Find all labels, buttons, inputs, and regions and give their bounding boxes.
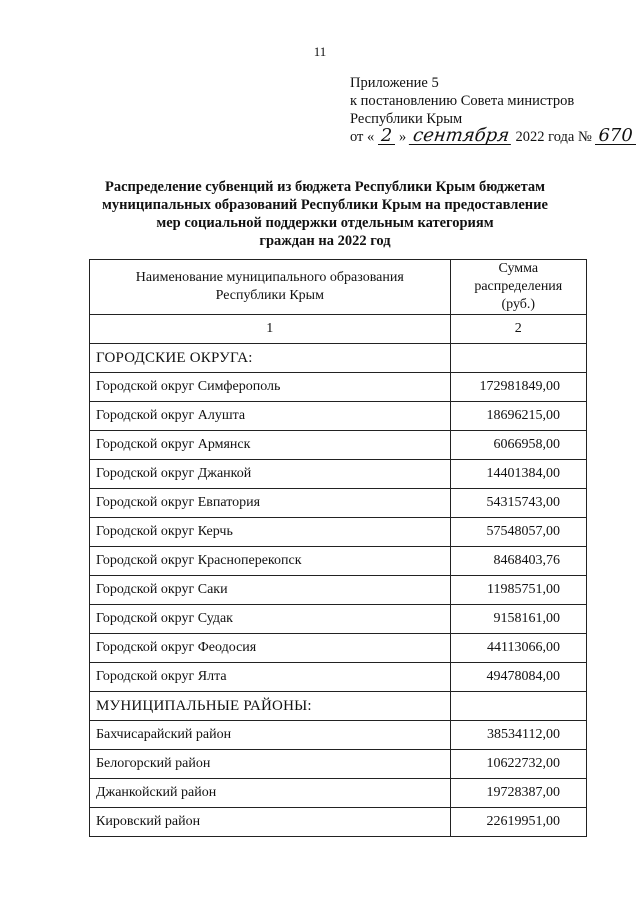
- table-row: [90, 373, 587, 402]
- table-row: [90, 489, 587, 518]
- row-name: Белогорский район: [90, 750, 451, 779]
- appendix-block: [350, 74, 633, 146]
- row-sum: 14401384,00: [450, 460, 586, 489]
- header-sum: [450, 260, 586, 315]
- table-row: [90, 547, 587, 576]
- table-row: [90, 605, 587, 634]
- row-name: Городской округ Керчь: [90, 518, 451, 547]
- column-number-2: 2: [450, 315, 586, 344]
- document-title: [80, 178, 570, 250]
- table-row: [90, 663, 587, 692]
- section-row: [90, 692, 587, 721]
- page-number: 11: [313, 44, 327, 59]
- row-sum: [450, 692, 586, 721]
- row-name: Городской округ Саки: [90, 576, 451, 605]
- table-row: [90, 460, 587, 489]
- table-row: [90, 721, 587, 750]
- header-name: [90, 260, 451, 315]
- date-mid: »: [398, 129, 407, 145]
- row-sum: [450, 344, 586, 373]
- table-row: [90, 431, 587, 460]
- row-sum: 19728387,00: [450, 779, 586, 808]
- date-day-handwritten: 2: [378, 128, 395, 145]
- row-name: Городской округ Ялта: [90, 663, 451, 692]
- row-sum: 10622732,00: [450, 750, 586, 779]
- appendix-date-line: [350, 125, 633, 146]
- table-row: [90, 808, 587, 837]
- row-sum: 172981849,00: [450, 373, 586, 402]
- row-name: Бахчисарайский район: [90, 721, 451, 750]
- row-sum: 22619951,00: [450, 808, 586, 837]
- header-name-line-2: Республики Крым: [215, 288, 324, 303]
- table-row: [90, 576, 587, 605]
- section-row: [90, 344, 587, 373]
- row-sum: 44113066,00: [450, 634, 586, 663]
- row-sum: 57548057,00: [450, 518, 586, 547]
- title-line-1: Распределение субвенций из бюджета Республики Крым бюджетам: [104, 179, 546, 195]
- row-sum: 9158161,00: [450, 605, 586, 634]
- table-row: [90, 779, 587, 808]
- table-header-row: [90, 260, 587, 315]
- row-name: Городской округ Красноперекопск: [90, 547, 451, 576]
- row-name: Городской округ Евпатория: [90, 489, 451, 518]
- table-row: [90, 518, 587, 547]
- title-line-3: мер социальной поддержки отдельным категориям: [156, 215, 494, 231]
- row-name: МУНИЦИПАЛЬНЫЕ РАЙОНЫ:: [90, 692, 451, 721]
- distribution-table: [89, 259, 587, 837]
- row-sum: 8468403,76: [450, 547, 586, 576]
- table-row: [90, 634, 587, 663]
- column-number-row: [90, 315, 587, 344]
- header-name-line-1: Наименование муниципального образования: [135, 270, 404, 285]
- table-row: [90, 750, 587, 779]
- column-number-1: 1: [90, 315, 451, 344]
- row-name: Городской округ Джанкой: [90, 460, 451, 489]
- row-sum: 38534112,00: [450, 721, 586, 750]
- table-row: [90, 402, 587, 431]
- row-sum: 11985751,00: [450, 576, 586, 605]
- title-line-4: граждан на 2022 год: [259, 233, 391, 249]
- row-sum: 54315743,00: [450, 489, 586, 518]
- row-name: Джанкойский район: [90, 779, 451, 808]
- date-prefix: от «: [350, 129, 375, 145]
- header-sum-line-1: Сумма: [498, 261, 539, 276]
- row-sum: 49478084,00: [450, 663, 586, 692]
- doc-number-handwritten: 670: [595, 128, 635, 145]
- row-name: Городской округ Армянск: [90, 431, 451, 460]
- header-sum-line-2: распределения (руб.): [474, 279, 563, 312]
- row-name: Кировский район: [90, 808, 451, 837]
- row-name: Городской округ Феодосия: [90, 634, 451, 663]
- row-name: Городской округ Симферополь: [90, 373, 451, 402]
- row-sum: 18696215,00: [450, 402, 586, 431]
- row-name: Городской округ Алушта: [90, 402, 451, 431]
- row-name: Городской округ Судак: [90, 605, 451, 634]
- row-sum: 6066958,00: [450, 431, 586, 460]
- date-month-handwritten: сентября: [409, 128, 513, 145]
- appendix-line-2: к постановлению Совета министров: [350, 93, 575, 109]
- appendix-line-1: Приложение 5: [350, 75, 439, 91]
- date-suffix: 2022 года №: [515, 129, 592, 145]
- row-name: ГОРОДСКИЕ ОКРУГА:: [90, 344, 451, 373]
- title-line-2: муниципальных образований Республики Крым на предоставление: [102, 197, 548, 213]
- appendix-line-3: Республики Крым: [350, 111, 463, 127]
